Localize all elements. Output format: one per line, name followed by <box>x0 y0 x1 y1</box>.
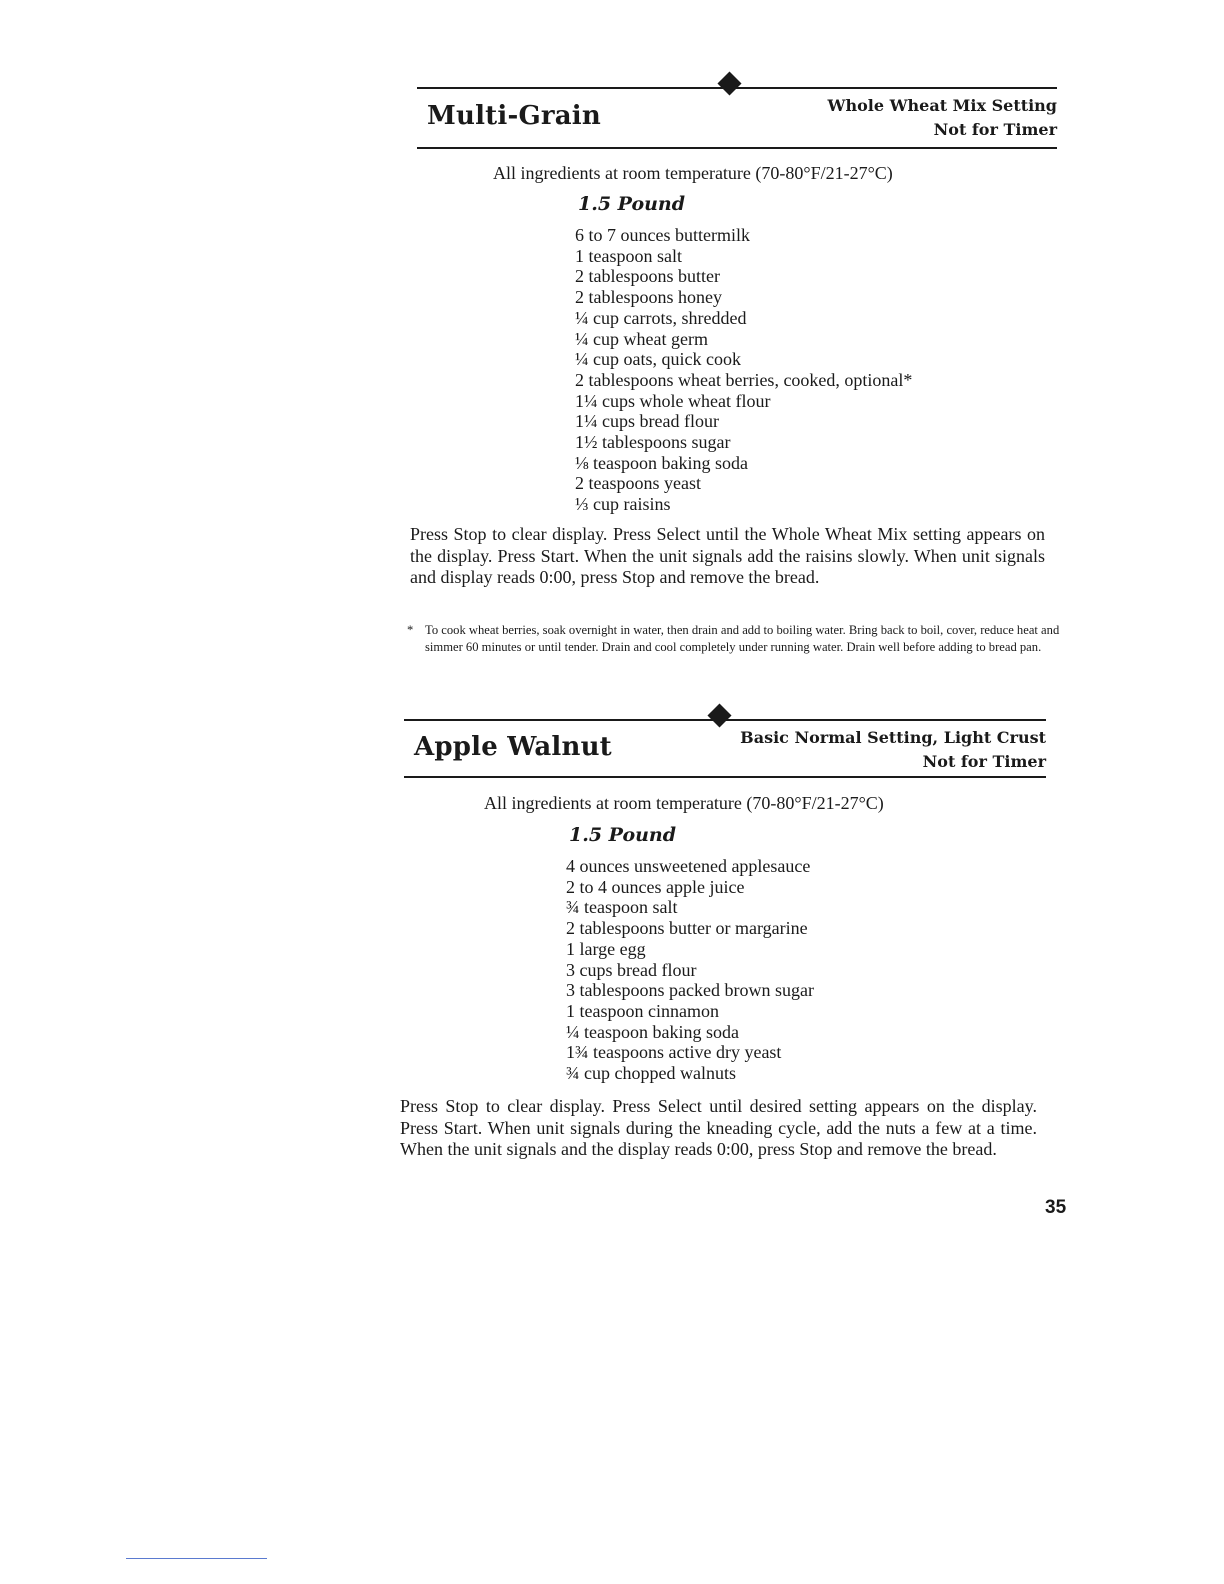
intro-text: All ingredients at room temperature (70-80°F/21-27°C) <box>493 163 893 183</box>
ingredient-item: 1¼ cups whole wheat flour <box>575 390 771 411</box>
instructions-paragraph: Press Stop to clear display. Press Select until desired setting appears on the display. Press Start. When unit signals during the kneading cycle, add the nuts a few at a time. When the unit signals and the display reads 0:00, press Stop and remove the bread. <box>400 1096 1037 1159</box>
ingredient-item: ¾ cup chopped walnuts <box>566 1063 736 1084</box>
ingredient-item: ¼ cup carrots, shredded <box>575 307 747 328</box>
setting-line: Whole Wheat Mix Setting <box>827 96 1057 115</box>
ingredient-item: 2 tablespoons butter <box>575 266 720 287</box>
ingredient-item: 1 large egg <box>566 938 646 959</box>
intro-text: All ingredients at room temperature (70-80°F/21-27°C) <box>484 793 884 813</box>
ingredient-item: 1¼ cups bread flour <box>575 411 719 432</box>
ingredient-item: ¼ cup wheat germ <box>575 328 708 349</box>
footnote <box>407 622 1061 656</box>
diamond-ornament-icon <box>717 71 741 95</box>
ingredient-item: 1 teaspoon salt <box>575 245 682 266</box>
ingredient-list <box>575 225 912 515</box>
recipe-title: Apple Walnut <box>414 732 612 762</box>
ingredient-item: ⅓ cup raisins <box>575 494 671 515</box>
ingredient-item: 6 to 7 ounces buttermilk <box>575 225 750 245</box>
instructions-paragraph: Press Stop to clear display. Press Select until the Whole Wheat Mix setting appears on the display. Press Start. When the unit signals add the raisins slowly. When unit signals and display reads 0:00, press Stop and remove the bread. <box>410 524 1045 587</box>
header-rule-bottom <box>404 776 1046 778</box>
footnote-text: To cook wheat berries, soak overnight in water, then drain and add to boiling water. Bring back to boil, cover, reduce heat and simmer 60 minutes or until tender. Drain and cool completely under running water. Drain well before adding to bread pan. <box>425 623 1060 654</box>
recipe-setting <box>740 726 1046 774</box>
yield-heading: 1.5 Pound <box>578 193 686 215</box>
ingredient-item: ⅛ teaspoon baking soda <box>575 452 748 473</box>
ingredient-item: ¼ teaspoon baking soda <box>566 1021 739 1042</box>
ingredient-item: 2 tablespoons wheat berries, cooked, optional* <box>575 369 913 390</box>
recipe-title: Multi-Grain <box>427 101 601 131</box>
ingredient-item: 2 teaspoons yeast <box>575 473 701 494</box>
footnote-marker: * <box>407 623 414 637</box>
ingredient-list <box>566 856 814 1084</box>
recipe-setting <box>827 94 1057 142</box>
diamond-ornament-icon <box>707 703 731 727</box>
ingredient-item: 3 cups bread flour <box>566 959 697 980</box>
ingredient-item: ¼ cup oats, quick cook <box>575 349 741 370</box>
setting-line: Basic Normal Setting, Light Crust <box>740 728 1046 747</box>
recipe-apple-walnut <box>400 719 1046 1189</box>
ingredient-item: ¾ teaspoon salt <box>566 897 678 918</box>
page-number: 35 <box>1045 1197 1067 1218</box>
timer-note: Not for Timer <box>922 752 1046 771</box>
ingredient-item: 2 tablespoons honey <box>575 287 722 308</box>
ingredient-item: 2 to 4 ounces apple juice <box>566 876 745 897</box>
header-rule-bottom <box>417 147 1057 149</box>
ingredient-item: 1½ tablespoons sugar <box>575 432 731 453</box>
ingredient-item: 4 ounces unsweetened applesauce <box>566 856 811 876</box>
ingredient-item: 1¾ teaspoons active dry yeast <box>566 1042 782 1063</box>
scan-artifact-line <box>126 1558 267 1559</box>
recipe-multi-grain <box>407 87 1060 687</box>
ingredient-item: 1 teaspoon cinnamon <box>566 1000 719 1021</box>
timer-note: Not for Timer <box>933 120 1057 139</box>
ingredient-item: 2 tablespoons butter or margarine <box>566 918 808 939</box>
yield-heading: 1.5 Pound <box>569 824 677 846</box>
ingredient-item: 3 tablespoons packed brown sugar <box>566 980 814 1001</box>
